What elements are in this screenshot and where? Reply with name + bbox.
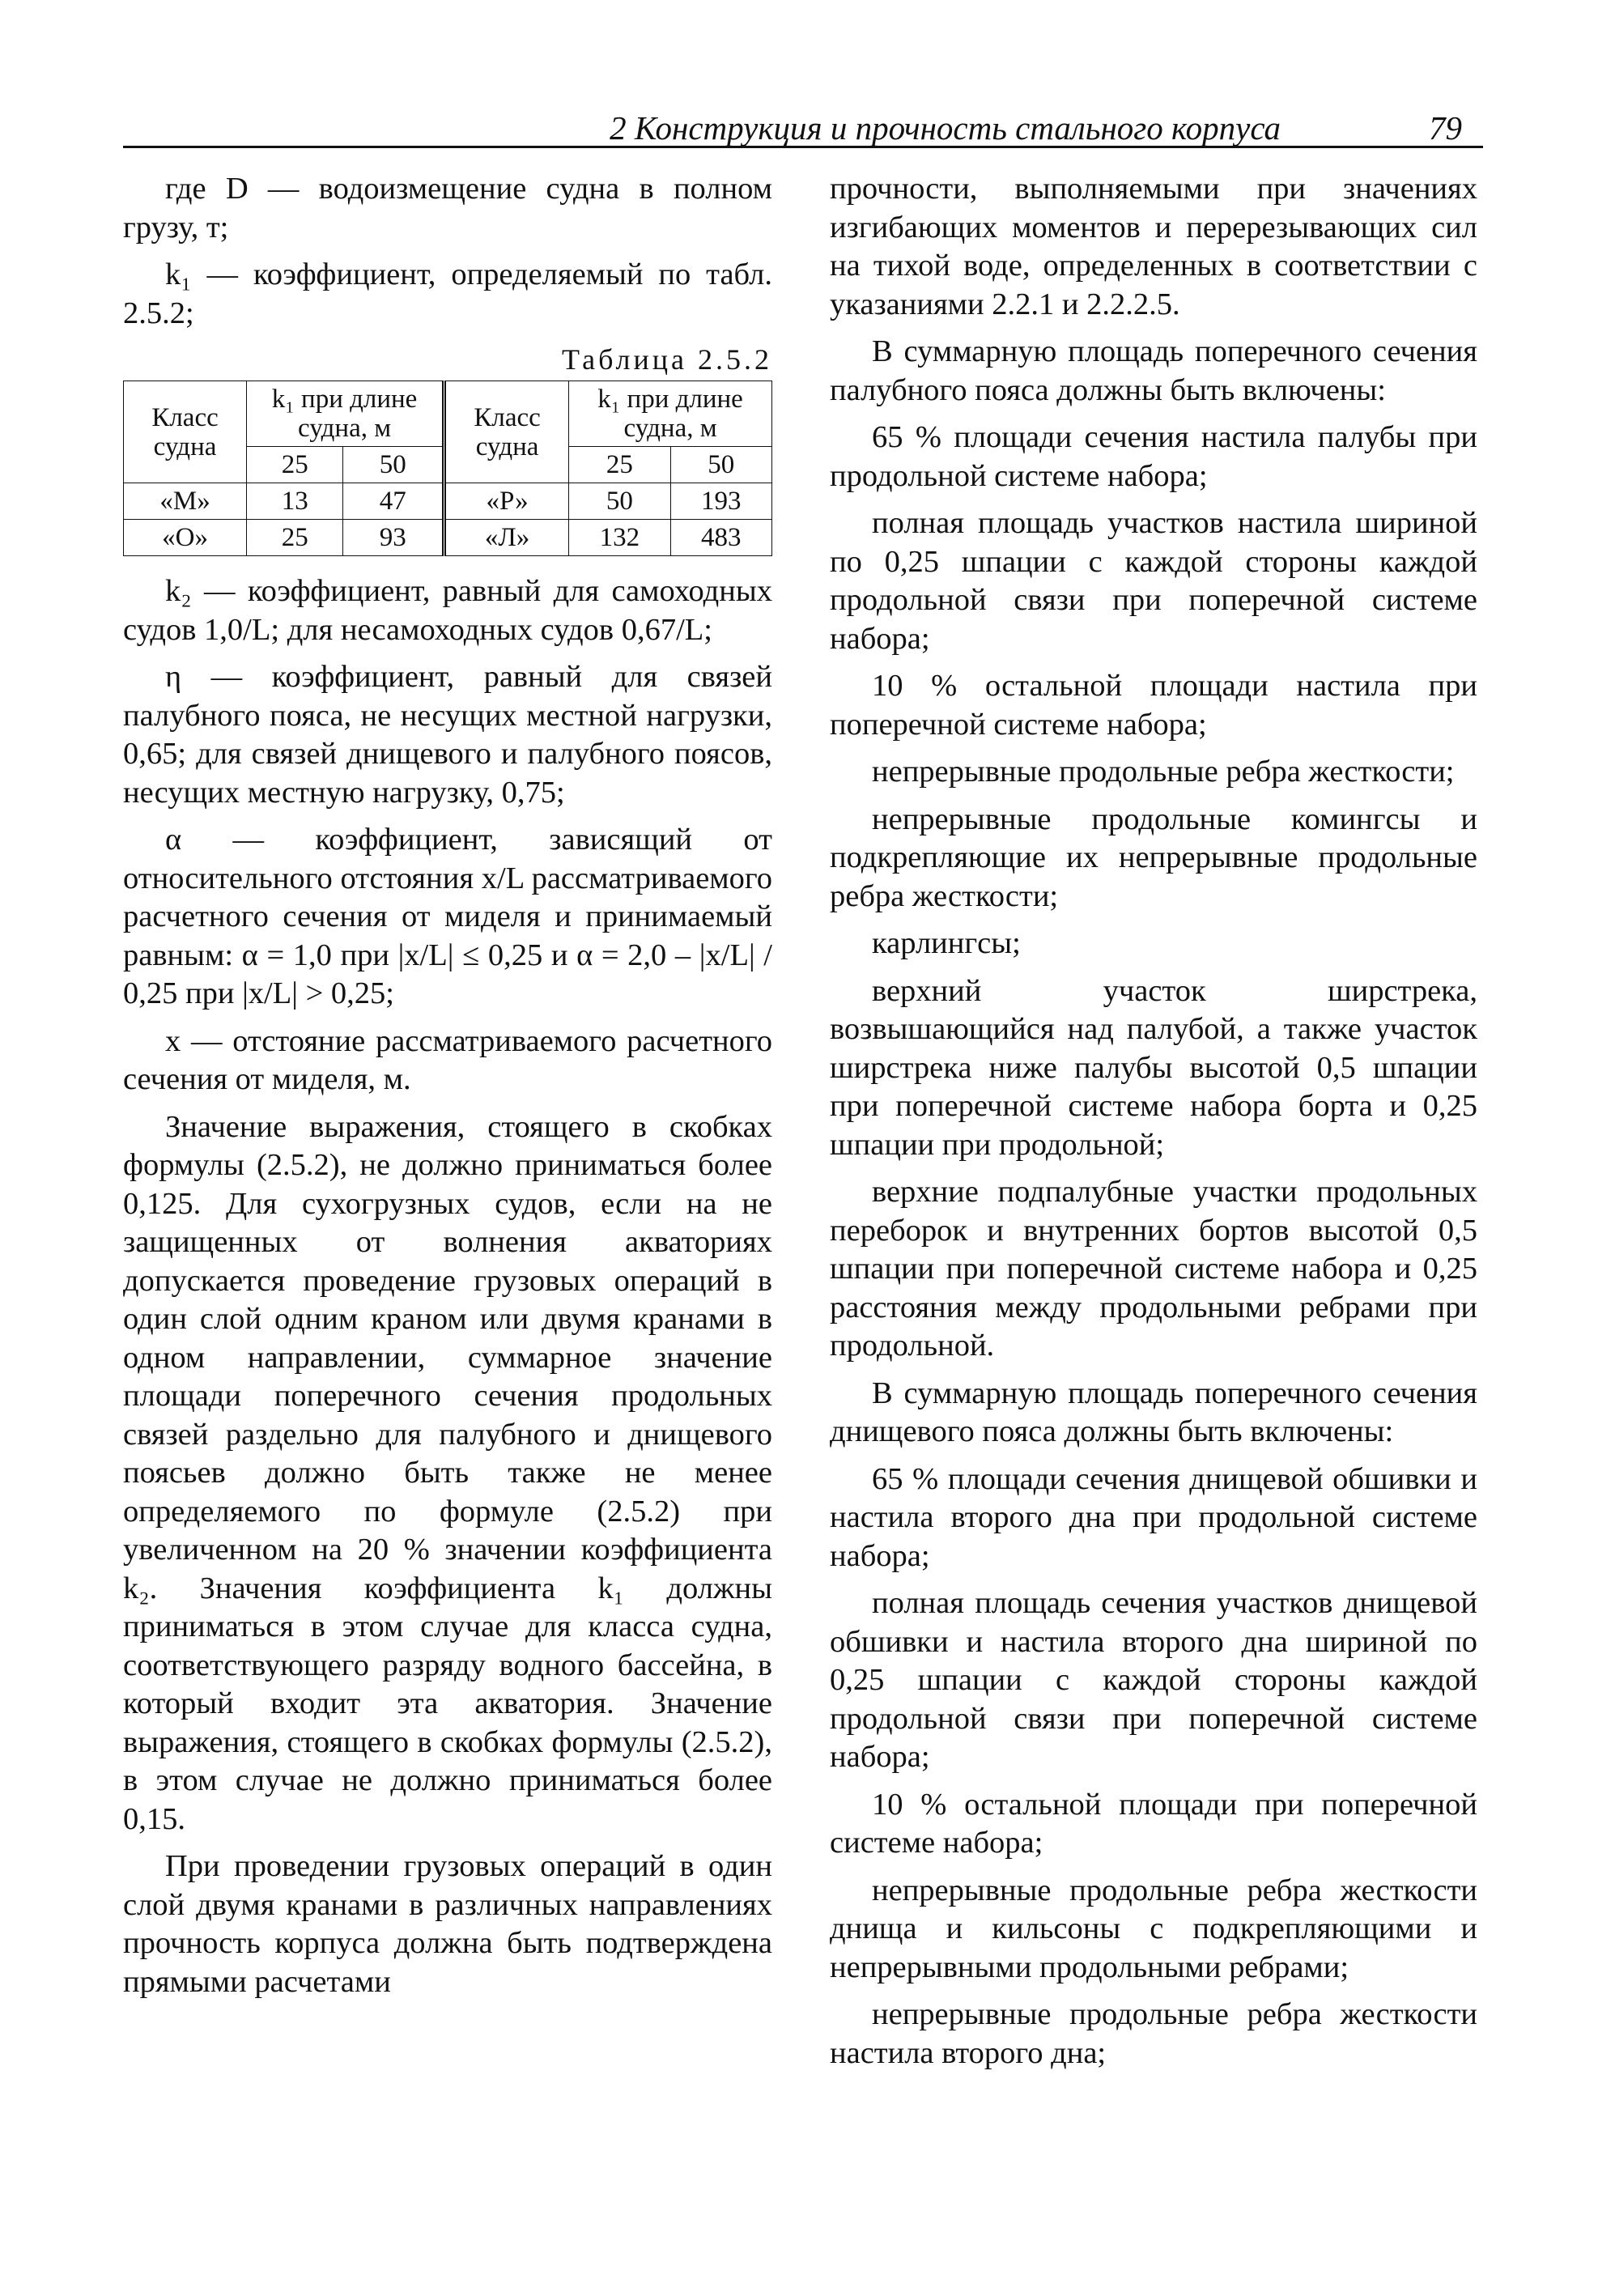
paragraph: где D — водоизмещение судна в полном грузу, т; bbox=[123, 172, 772, 244]
table-cell: 93 bbox=[343, 520, 444, 556]
table-header-length: 50 bbox=[670, 447, 771, 483]
table-header-class: Класс судна bbox=[124, 381, 247, 483]
paragraph: В суммарную площадь поперечного сечения палубного пояса должны быть включены: bbox=[830, 334, 1477, 407]
paragraph: k₂ — коэффициент, равный для самоходных судов 1,0/L; для несамоходных судов 0,67/L; bbox=[123, 574, 772, 647]
paragraph: k₁ — коэффициент, определяемый по табл. 2.5.2; bbox=[123, 257, 772, 330]
table-cell: 193 bbox=[670, 483, 771, 520]
table-cell: «М» bbox=[124, 483, 247, 520]
table-cell: 25 bbox=[247, 520, 343, 556]
coefficient-table bbox=[123, 381, 772, 556]
page-header bbox=[123, 104, 1483, 148]
table-caption: Таблица 2.5.2 bbox=[562, 343, 772, 376]
table-cell: «Л» bbox=[444, 520, 569, 556]
list-item: 10 % остальной площади при поперечной системе набора; bbox=[830, 1787, 1477, 1860]
table-header-length: 50 bbox=[343, 447, 444, 483]
table-header-length: 25 bbox=[247, 447, 343, 483]
table-header-length: 25 bbox=[569, 447, 670, 483]
running-title: 2 Конструкция и прочность стального корпуса bbox=[610, 109, 1281, 147]
list-item: верхний участок ширстрека, возвышающийся над палубой, а также участок ширстрека ниже палубы высотой 0,5 шпации при поперечной системе набора борта и 0,25 шпации при продольной; bbox=[830, 973, 1477, 1162]
list-item: полная площадь участков настила шириной по 0,25 шпации с каждой стороны каждой продольной связи при поперечной системе набора; bbox=[830, 506, 1477, 656]
table-cell: 483 bbox=[670, 520, 771, 556]
paragraph: η — коэффициент, равный для связей палубного пояса, не несущих местной нагрузки, 0,65; для связей днищевого и палубного поясов, несущих местную нагрузку, 0,75; bbox=[123, 660, 772, 810]
table-cell: 13 bbox=[247, 483, 343, 520]
paragraph: В суммарную площадь поперечного сечения днищевого пояса должны быть включены: bbox=[830, 1375, 1477, 1448]
paragraph: Значение выражения, стоящего в скобках формулы (2.5.2), не должно приниматься более 0,125. Для сухогрузных судов, если на не защищенных от волнения акваториях допускается проведение грузовых операций в один слой одним краном или двумя кранами в одном направлении, суммарное значение площади поперечного сечения продольных связей раздельно для палубного и днищевого поясьев должно быть также не менее определяемого по формуле (2.5.2) при увеличенном на 20 % значении коэффициента k₂. Значения коэффициента k₁ должны приниматься в этом случае для класса судна, соответствующего разряду водного бассейна, в который входит эта акватория. Значение выражения, стоящего в скобках формулы (2.5.2), в этом случае не должно приниматься более 0,15. bbox=[123, 1109, 772, 1836]
list-item: 10 % остальной площади настила при поперечной системе набора; bbox=[830, 669, 1477, 742]
list-item: верхние подпалубные участки продольных переборок и внутренних бортов высотой 0,5 шпации при поперечной системе набора и 0,25 расстояния между продольными ребрами при продольной. bbox=[830, 1175, 1477, 1363]
list-item: непрерывные продольные комингсы и подкрепляющие их непрерывные продольные ребра жесткости; bbox=[830, 801, 1477, 913]
table-cell: «О» bbox=[124, 520, 247, 556]
right-column bbox=[830, 170, 1477, 2081]
list-item: непрерывные продольные ребра жесткости настила второго дна; bbox=[830, 1997, 1477, 2070]
table-cell: «Р» bbox=[444, 483, 569, 520]
list-item: полная площадь сечения участков днищевой обшивки и настила второго дна шириной по 0,25 шпации с каждой стороны каждой продольной связи при поперечной системе набора; bbox=[830, 1586, 1477, 1774]
table-row bbox=[124, 520, 772, 556]
list-item: карлингсы; bbox=[872, 926, 1021, 960]
table-cell: 132 bbox=[569, 520, 670, 556]
table-header-k1: k₁ при длине судна, м bbox=[569, 381, 772, 447]
table-header-class: Класс судна bbox=[444, 381, 569, 483]
paragraph: α — коэффициент, зависящий от относительного отстояния x/L рассматриваемого расчетного сечения от миделя и принимаемый равным: α = 1,0 при |x/L| ≤ 0,25 и α = 2,0 – |x/L| / 0,25 при |x/L| > 0,25; bbox=[123, 823, 772, 1010]
list-item: непрерывные продольные ребра жесткости днища и кильсоны с подкрепляющими и непрерывными продольными ребрами; bbox=[830, 1873, 1477, 1984]
table-cell: 50 bbox=[569, 483, 670, 520]
list-item: 65 % площади сечения настила палубы при продольной системе набора; bbox=[830, 420, 1477, 493]
table-row bbox=[124, 483, 772, 520]
paragraph: прочности, выполняемыми при значениях изгибающих моментов и перерезывающих сил на тихой воде, определенных в соответствии с указаниями 2.2.1 и 2.2.2.5. bbox=[830, 172, 1477, 321]
table-header-k1: k₁ при длине судна, м bbox=[247, 381, 444, 447]
left-column bbox=[123, 170, 772, 2010]
paragraph: При проведении грузовых операций в один слой двумя кранами в различных направлениях прочность корпуса должна быть подтверждена прямыми расчетами bbox=[123, 1849, 772, 1999]
paragraph: x — отстояние рассматриваемого расчетного сечения от миделя, м. bbox=[123, 1023, 772, 1096]
list-item: непрерывные продольные ребра жесткости; bbox=[872, 755, 1455, 789]
list-item: 65 % площади сечения днищевой обшивки и настила второго дна при продольной системе набора; bbox=[830, 1461, 1477, 1573]
table-cell: 47 bbox=[343, 483, 444, 520]
page-number: 79 bbox=[1429, 109, 1462, 147]
